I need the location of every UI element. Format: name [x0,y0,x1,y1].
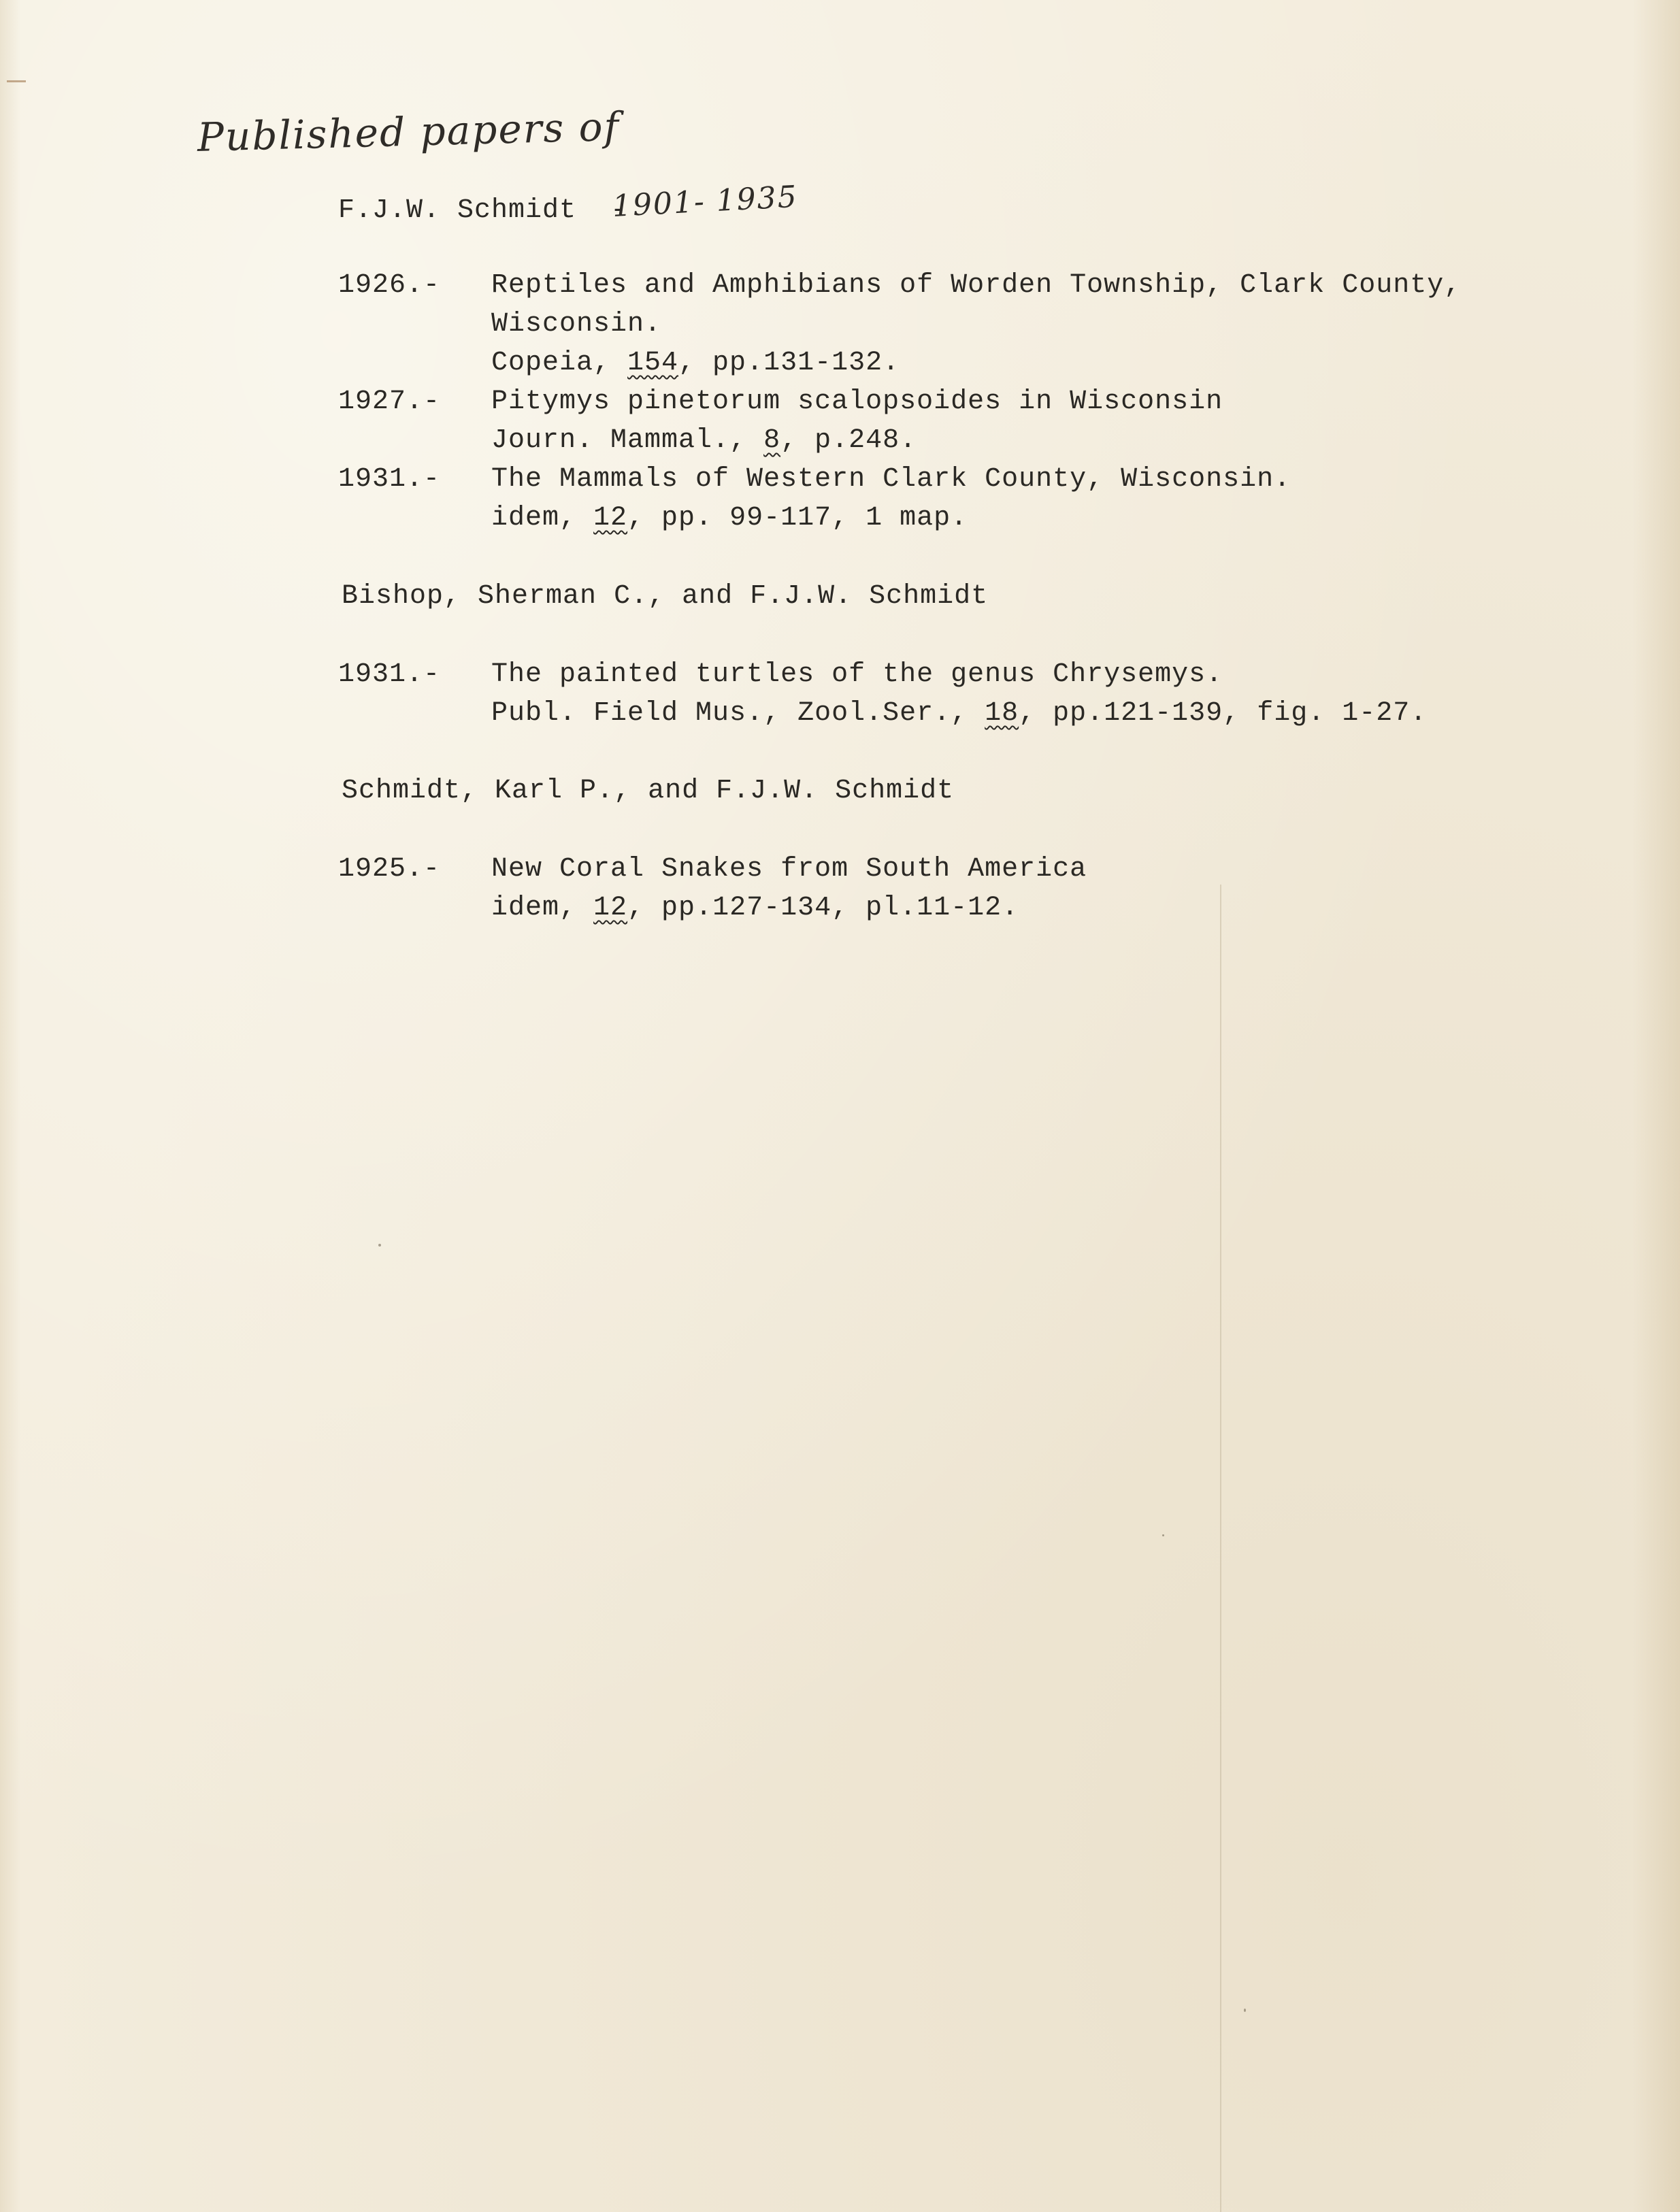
margin-mark [7,80,26,82]
coauthors-line: Schmidt, Karl P., and F.J.W. Schmidt [342,776,955,806]
entry-title-line: The painted turtles of the genus Chrysemys. [491,659,1223,690]
citation-pages: , p.248. [780,425,917,456]
entry-citation [491,427,917,455]
handwritten-years: 1901- 1935 [611,179,799,224]
coauthors-line: Bishop, Sherman C., and F.J.W. Schmidt [342,581,989,612]
entry-title-line: Reptiles and Amphibians of Worden Township, Clark County, [491,270,1462,301]
citation-journal: idem, [491,503,594,533]
entry-year: 1927.- [338,386,441,417]
citation-volume: 12 [593,503,628,533]
entry-year: 1931.- [338,659,441,690]
entry-citation [491,350,900,377]
author-name: F.J.W. Schmidt - [338,195,645,226]
citation-journal: idem, [491,893,594,923]
entry-citation [491,505,968,532]
citation-journal: Publ. Field Mus., Zool.Ser., [491,698,985,729]
entry-title-line: The Mammals of Western Clark County, Wisconsin. [491,464,1291,495]
entry-year: 1931.- [338,464,441,495]
citation-volume: 8 [763,425,781,456]
paper-fold-line [1220,885,1221,2212]
entry-year: 1926.- [338,270,441,301]
citation-journal: Journ. Mammal., [491,425,764,456]
entry-year: 1925.- [338,854,441,885]
entry-title-line: New Coral Snakes from South America [491,854,1087,885]
citation-pages: , pp.127-134, pl.11-12. [627,893,1019,923]
entry-citation [491,895,1019,922]
citation-pages: , pp.121-139, fig. 1-27. [1019,698,1428,729]
entry-title-line: Pitymys pinetorum scalopsoides in Wisconsin [491,386,1223,417]
paper-edge-right [1632,0,1680,2212]
paper-speck [378,1244,381,1247]
entry-citation [491,700,1427,727]
citation-pages: , pp. 99-117, 1 map. [627,503,968,533]
paper-edge-left [0,0,20,2212]
citation-volume: 154 [627,348,679,378]
handwritten-title: Published papers of [197,103,621,161]
author-line [338,197,644,225]
paper-speck [1162,1534,1164,1536]
citation-volume: 18 [985,698,1019,729]
entry-title-line: Wisconsin. [491,309,662,340]
citation-journal: Copeia, [491,348,628,378]
paper-speck [1244,2009,1246,2012]
citation-pages: , pp.131-132. [678,348,900,378]
citation-volume: 12 [593,893,628,923]
